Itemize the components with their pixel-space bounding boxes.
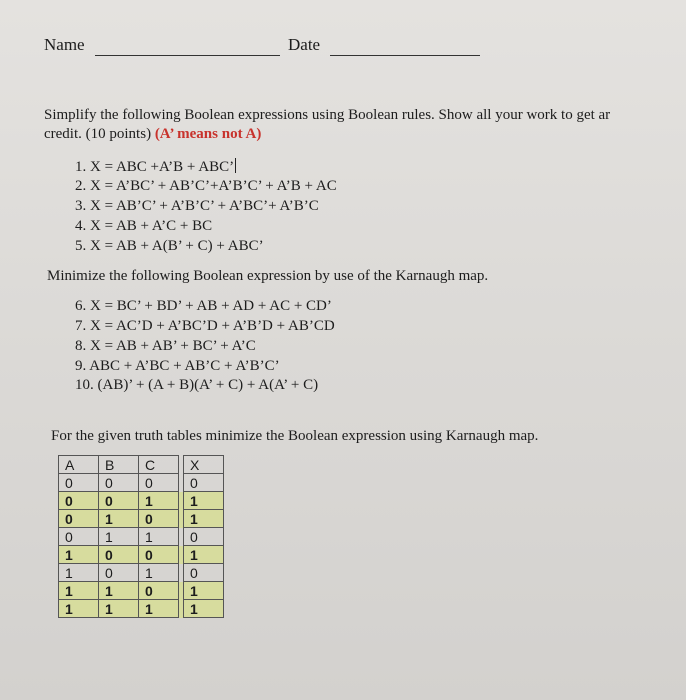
not-notation-note: (A’ means not A) bbox=[154, 126, 262, 142]
table-cell: 0 bbox=[139, 582, 179, 600]
table-cell: 1 bbox=[139, 600, 179, 618]
intro-line-2-text: credit. (10 points) bbox=[44, 126, 155, 142]
table-cell: 0 bbox=[184, 474, 224, 492]
table-cell: 0 bbox=[99, 546, 139, 564]
item-expression: X = A’BC’ + AB’C’+A’B’C’ + A’B + AC bbox=[90, 178, 337, 194]
list-item bbox=[75, 318, 335, 335]
table-row bbox=[59, 564, 224, 582]
table-row bbox=[59, 528, 224, 546]
table-cell: 1 bbox=[59, 564, 99, 582]
table-cell: 1 bbox=[184, 600, 224, 618]
intro-line-1: Simplify the following Boolean expressions using Boolean rules. Show all your work to get ar bbox=[44, 107, 611, 123]
header-cell-b: B bbox=[99, 456, 139, 474]
item-number: 3. bbox=[75, 198, 87, 214]
name-blank-line[interactable] bbox=[95, 55, 280, 56]
list-item bbox=[75, 238, 264, 255]
item-expression: ABC + A’BC + AB’C + A’B’C’ bbox=[89, 358, 280, 374]
table-row bbox=[59, 510, 224, 528]
table-cell: 1 bbox=[139, 528, 179, 546]
item-number: 6. bbox=[75, 298, 87, 314]
table-cell: 0 bbox=[59, 528, 99, 546]
header-cell-a: A bbox=[59, 456, 99, 474]
table-cell: 0 bbox=[99, 492, 139, 510]
item-number: 1. bbox=[75, 159, 87, 175]
item-expression: X = AB’C’ + A’B’C’ + A’BC’+ A’B’C bbox=[90, 198, 319, 214]
table-cell: 1 bbox=[59, 546, 99, 564]
list-item bbox=[75, 298, 332, 315]
item-expression: X = BC’ + BD’ + AB + AD + AC + CD’ bbox=[90, 298, 332, 314]
truth-table-header bbox=[59, 456, 224, 474]
item-number: 4. bbox=[75, 218, 87, 234]
table-cell: 0 bbox=[139, 510, 179, 528]
table-cell: 0 bbox=[59, 492, 99, 510]
text-cursor bbox=[235, 158, 236, 173]
table-cell: 0 bbox=[184, 564, 224, 582]
item-number: 5. bbox=[75, 238, 87, 254]
list-item bbox=[75, 178, 337, 195]
table-cell: 1 bbox=[99, 528, 139, 546]
item-expression: X = AB + A’C + BC bbox=[90, 218, 213, 234]
table-cell: 1 bbox=[99, 600, 139, 618]
truth-table bbox=[58, 455, 224, 618]
header-cell-x: X bbox=[184, 456, 224, 474]
table-cell: 0 bbox=[99, 474, 139, 492]
table-cell: 0 bbox=[59, 510, 99, 528]
table-cell: 1 bbox=[139, 564, 179, 582]
table-cell: 1 bbox=[184, 582, 224, 600]
date-label: Date bbox=[288, 35, 321, 54]
item-expression: (AB)’ + (A + B)(A’ + C) + A(A’ + C) bbox=[97, 377, 319, 393]
intro-line-2 bbox=[44, 126, 261, 143]
item-number: 8. bbox=[75, 338, 87, 354]
table-cell: 0 bbox=[139, 474, 179, 492]
item-number: 9. bbox=[75, 358, 87, 374]
header-cell-c: C bbox=[139, 456, 179, 474]
list-item bbox=[75, 377, 318, 394]
list-item bbox=[75, 158, 236, 176]
table-cell: 1 bbox=[59, 600, 99, 618]
list-item bbox=[75, 358, 280, 375]
table-row bbox=[59, 582, 224, 600]
item-number: 2. bbox=[75, 178, 87, 194]
list-item bbox=[75, 338, 256, 355]
table-cell: 0 bbox=[59, 474, 99, 492]
item-expression: X = AC’D + A’BC’D + A’B’D + AB’CD bbox=[90, 318, 335, 334]
table-row bbox=[59, 474, 224, 492]
item-expression: X = ABC +A’B + ABC’ bbox=[90, 159, 235, 175]
name-label: Name bbox=[44, 35, 85, 54]
table-cell: 0 bbox=[99, 564, 139, 582]
table-row bbox=[59, 492, 224, 510]
table-row bbox=[59, 600, 224, 618]
date-blank-line[interactable] bbox=[330, 55, 480, 56]
section2-title: Minimize the following Boolean expression by use of the Karnaugh map. bbox=[47, 268, 489, 284]
table-cell: 1 bbox=[99, 582, 139, 600]
table-cell: 1 bbox=[139, 492, 179, 510]
table-cell: 1 bbox=[184, 510, 224, 528]
table-cell: 0 bbox=[184, 528, 224, 546]
section3-title: For the given truth tables minimize the Boolean expression using Karnaugh map. bbox=[51, 428, 539, 444]
table-cell: 0 bbox=[139, 546, 179, 564]
item-expression: X = AB + A(B’ + C) + ABC’ bbox=[90, 238, 264, 254]
table-cell: 1 bbox=[59, 582, 99, 600]
table-cell: 1 bbox=[99, 510, 139, 528]
list-item bbox=[75, 198, 319, 215]
item-number: 10. bbox=[75, 377, 94, 393]
item-expression: X = AB + AB’ + BC’ + A’C bbox=[90, 338, 256, 354]
table-row bbox=[59, 546, 224, 564]
table-cell: 1 bbox=[184, 546, 224, 564]
table-cell: 1 bbox=[184, 492, 224, 510]
item-number: 7. bbox=[75, 318, 87, 334]
list-item bbox=[75, 218, 212, 235]
